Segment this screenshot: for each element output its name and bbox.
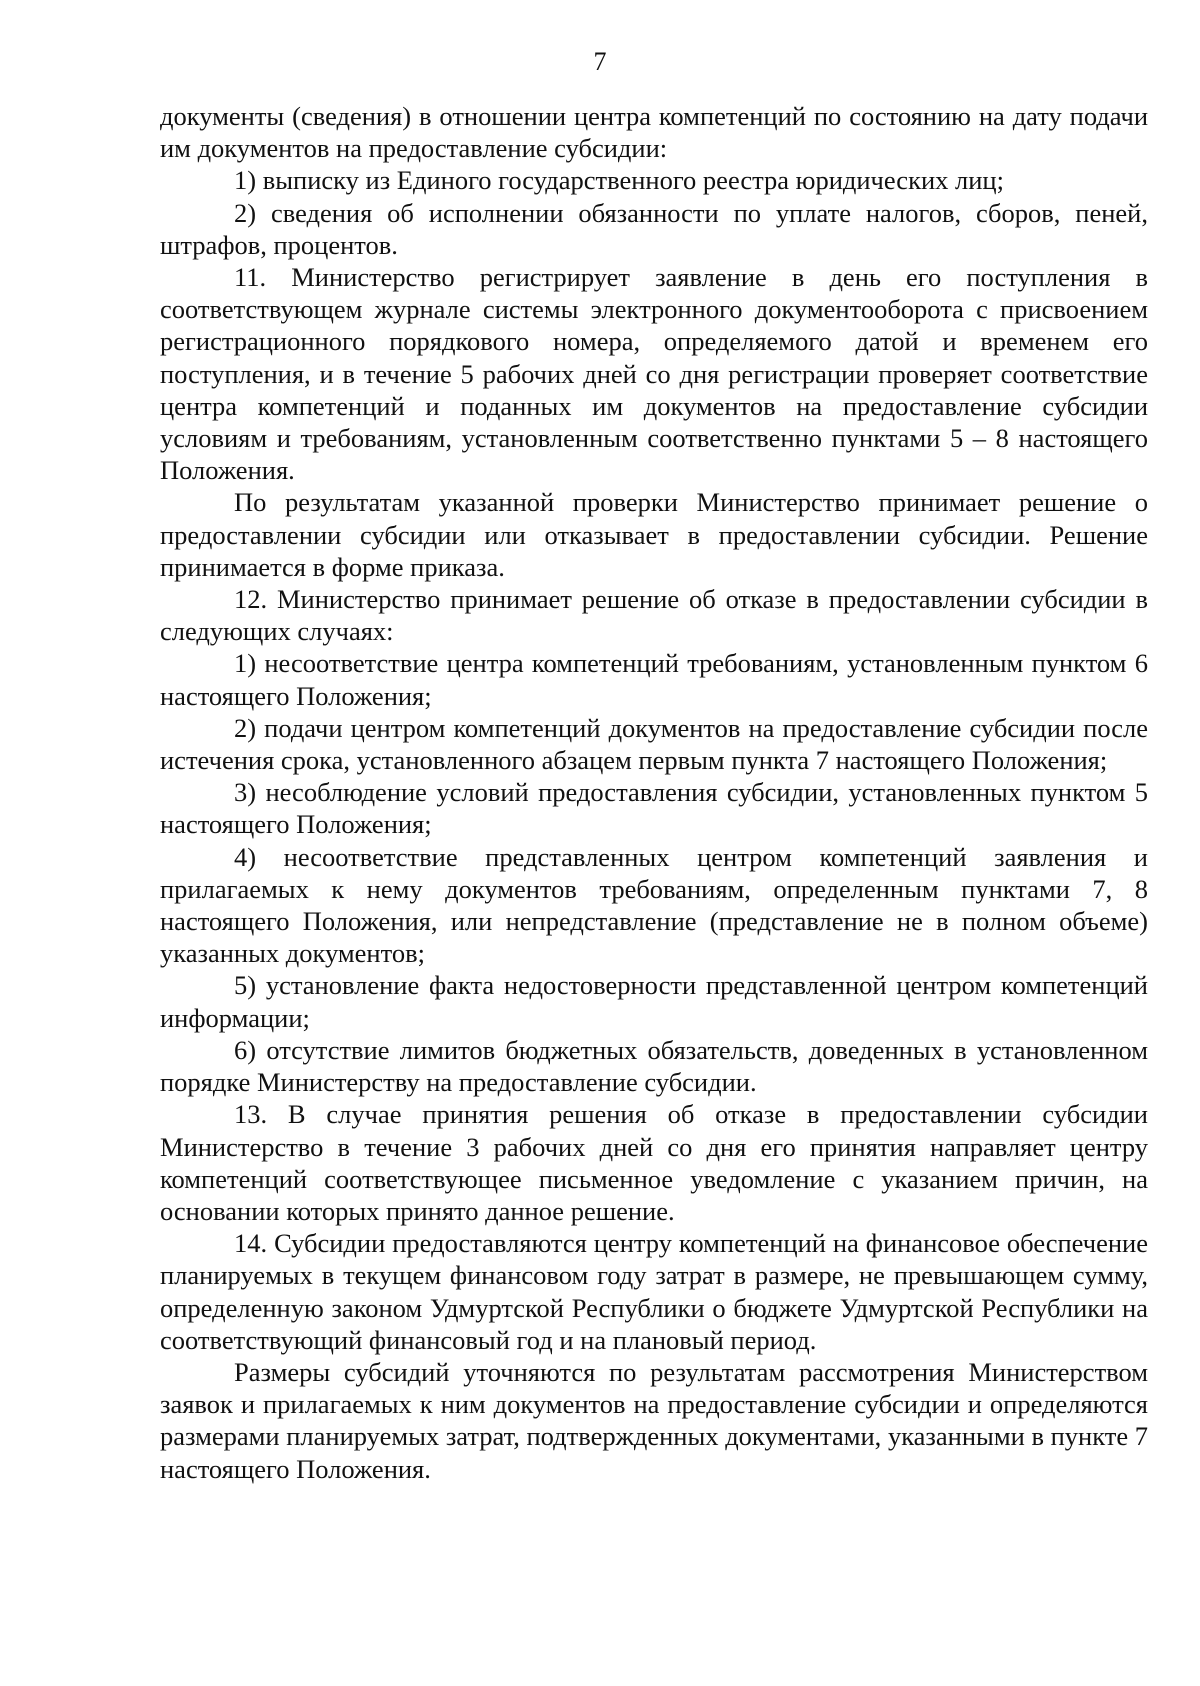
refusal-reason-1: 1) несоответствие центра компетенций требованиям, установленным пунктом 6 настоящего Положения;: [160, 648, 1148, 711]
clause-12: 12. Министерство принимает решение об отказе в предоставлении субсидии в следующих случаях:: [160, 584, 1148, 647]
page-number: 7: [593, 47, 607, 76]
paragraph-subsidy-amounts: Размеры субсидий уточняются по результатам рассмотрения Министерством заявок и прилагаемых к ним документов на предоставление субсидии и определяются размерами планируемых затрат, подтвержденных документами, указанными в пункте 7 настоящего Положения.: [160, 1356, 1148, 1484]
refusal-reason-2: 2) подачи центром компетенций документов на предоставление субсидии после истечения срока, установленного абзацем первым пункта 7 настоящего Положения;: [160, 712, 1148, 776]
list-item-extract: 1) выписку из Единого государственного реестра юридических лиц;: [234, 165, 1004, 196]
refusal-reason-4: 4) несоответствие представленных центром компетенций заявления и прилагаемых к нему документов требованиям, определенным пунктами 7, 8 настоящего Положения, или непредставление (представление не в полном объеме) указанных документов;: [160, 841, 1148, 969]
refusal-reason-3: 3) несоблюдение условий предоставления субсидии, установленных пунктом 5 настоящего Положения;: [160, 777, 1148, 840]
paragraph-continuation: документы (сведения) в отношении центра компетенций по состоянию на дату подачи им документов на предоставление субсидии:: [160, 101, 1148, 164]
clause-14: 14. Субсидии предоставляются центру компетенций на финансовое обеспечение планируемых в текущем финансовом году затрат в размере, не превышающем сумму, определенную законом Удмуртской Республики о бюджете Удмуртской Республики на соответствующий финансовый год и на плановый период.: [160, 1228, 1148, 1355]
refusal-reason-6: 6) отсутствие лимитов бюджетных обязательств, доведенных в установленном порядке Министерству на предоставление субсидии.: [160, 1034, 1148, 1098]
refusal-reason-5: 5) установление факта недостоверности представленной центром компетенций информации;: [160, 970, 1148, 1033]
clause-11: 11. Министерство регистрирует заявление в день его поступления в соответствующем журнале системы электронного документооборота с присвоением регистрационного порядкового номера, определяемого датой и временем его поступления, и в течение 5 рабочих дней со дня регистрации проверяет соответствие центра компетенций и поданных им документов на предоставление субсидии условиям и требованиям, установленным соответственно пунктами 5 – 8 настоящего Положения.: [160, 262, 1148, 486]
list-item-tax-info: 2) сведения об исполнении обязанности по уплате налогов, сборов, пеней, штрафов, процентов.: [160, 197, 1148, 260]
clause-13: 13. В случае принятия решения об отказе в предоставлении субсидии Министерство в течение 3 рабочих дней со дня его принятия направляет центру компетенций соответствующее письменное уведомление с указанием причин, на основании которых принято данное решение.: [160, 1099, 1148, 1226]
document-body: [160, 100, 1148, 1485]
paragraph-decision: По результатам указанной проверки Министерство принимает решение о предоставлении субсидии или отказывает в предоставлении субсидии. Решение принимается в форме приказа.: [160, 487, 1148, 582]
